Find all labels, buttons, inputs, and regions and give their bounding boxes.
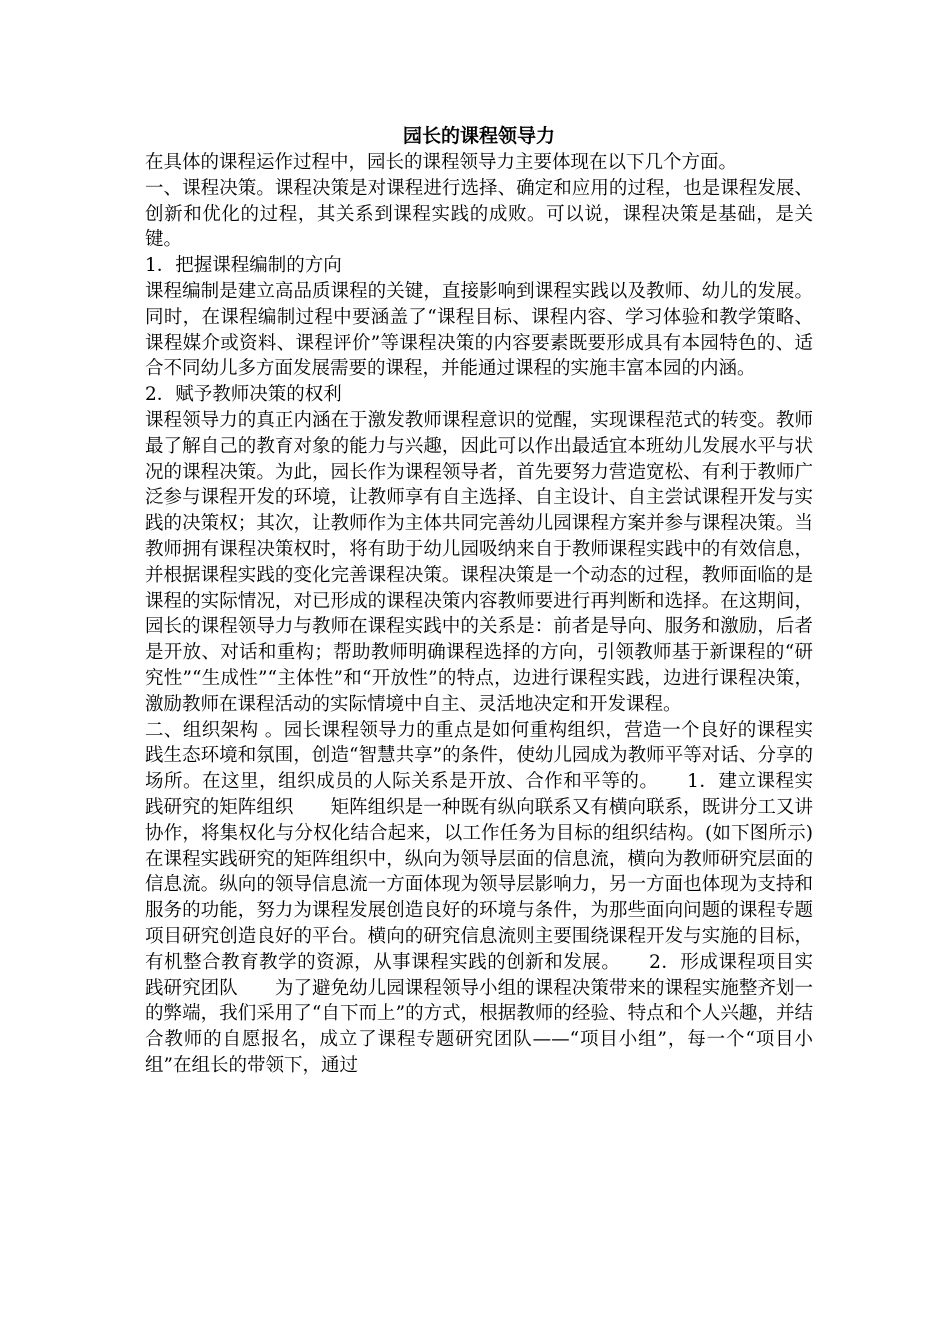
body-paragraph: 一、课程决策。课程决策是对课程进行选择、确定和应用的过程，也是课程发展、创新和优化的过程，其关系到课程实践的成败。可以说，课程决策是基础，是关键。: [145, 177, 813, 251]
body-paragraph: 在具体的课程运作过程中，园长的课程领导力主要体现在以下几个方面。: [145, 152, 738, 173]
section-heading: 1．把握课程编制的方向: [145, 255, 342, 277]
body-paragraph: 二、组织架构 。园长课程领导力的重点是如何重构组织，营造一个良好的课程实践生态环境和氛围，创造“智慧共享”的条件，使幼儿园成为教师平等对话、分享的场所。在这里，组织成员的人际关系是开放、合作和平等的。 1．建立课程实践研究的矩阵组织 矩阵组织是一种既有纵向联系又有横向联系，既讲分工又讲协作，将集权化与分权化结合起来，以工作任务为目标的组织结构。(如下图所示)在课程实践研究的矩阵组织中，纵向为领导层面的信息流，横向为教师研究层面的信息流。纵向的领导信息流一方面体现为领导层影响力，另一方面也体现为支持和服务的功能，努力为课程发展创造良好的环境与条件，为那些面向问题的课程专题项目研究创造良好的平台。横向的研究信息流则主要围绕课程开发与实施的目标，有机整合教育教学的资源，从事课程实践的创新和发展。 2．形成课程项目实践研究团队 为了避免幼儿园课程领导小组的课程决策带来的课程实施整齐划一的弊端，我们采用了“自下而上”的方式，根据教师的经验、特点和个人兴趣，并结合教师的自愿报名，成立了课程专题研究团队——“项目小组”，每一个“项目小组”在组长的带领下，通过: [145, 719, 813, 1076]
body-paragraph: 课程领导力的真正内涵在于激发教师课程意识的觉醒，实现课程范式的转变。教师最了解自己的教育对象的能力与兴趣，因此可以作出最适宜本班幼儿发展水平与状况的课程决策。为此，园长作为课程领导者，首先要努力营造宽松、有利于教师广泛参与课程开发的环境，让教师享有自主选择、自主设计、自主尝试课程开发与实践的决策权；其次，让教师作为主体共同完善幼儿园课程方案并参与课程决策。当教师拥有课程决策权时，将有助于幼儿园吸纳来自于教师课程实践中的有效信息，并根据课程实践的变化完善课程决策。课程决策是一个动态的过程，教师面临的是课程的实际情况，对已形成的课程决策内容教师要进行再判断和选择。在这期间，园长的课程领导力与教师在课程实践中的关系是：前者是导向、服务和激励，后者是开放、对话和重构；帮助教师明确课程选择的方向，引领教师基于新课程的“研究性”“生成性”“主体性”和“开放性”的特点，边进行课程实践，边进行课程决策，激励教师在课程活动的实际情境中自主、灵活地决定和开发课程。: [145, 409, 813, 715]
body-paragraph: 课程编制是建立高品质课程的关键，直接影响到课程实践以及教师、幼儿的发展。同时，在课程编制过程中要涵盖了“课程目标、课程内容、学习体验和教学策略、课程媒介或资料、课程评价”等课程决策的内容要素既要形成具有本园特色的、适合不同幼儿多方面发展需要的课程，并能通过课程的实施丰富本园的内涵。: [145, 280, 813, 380]
document-page: [145, 122, 813, 1079]
document-title: 园长的课程领导力: [402, 125, 555, 147]
document-body: [145, 150, 813, 1079]
section-heading: 2．赋予教师决策的权利: [145, 384, 342, 406]
